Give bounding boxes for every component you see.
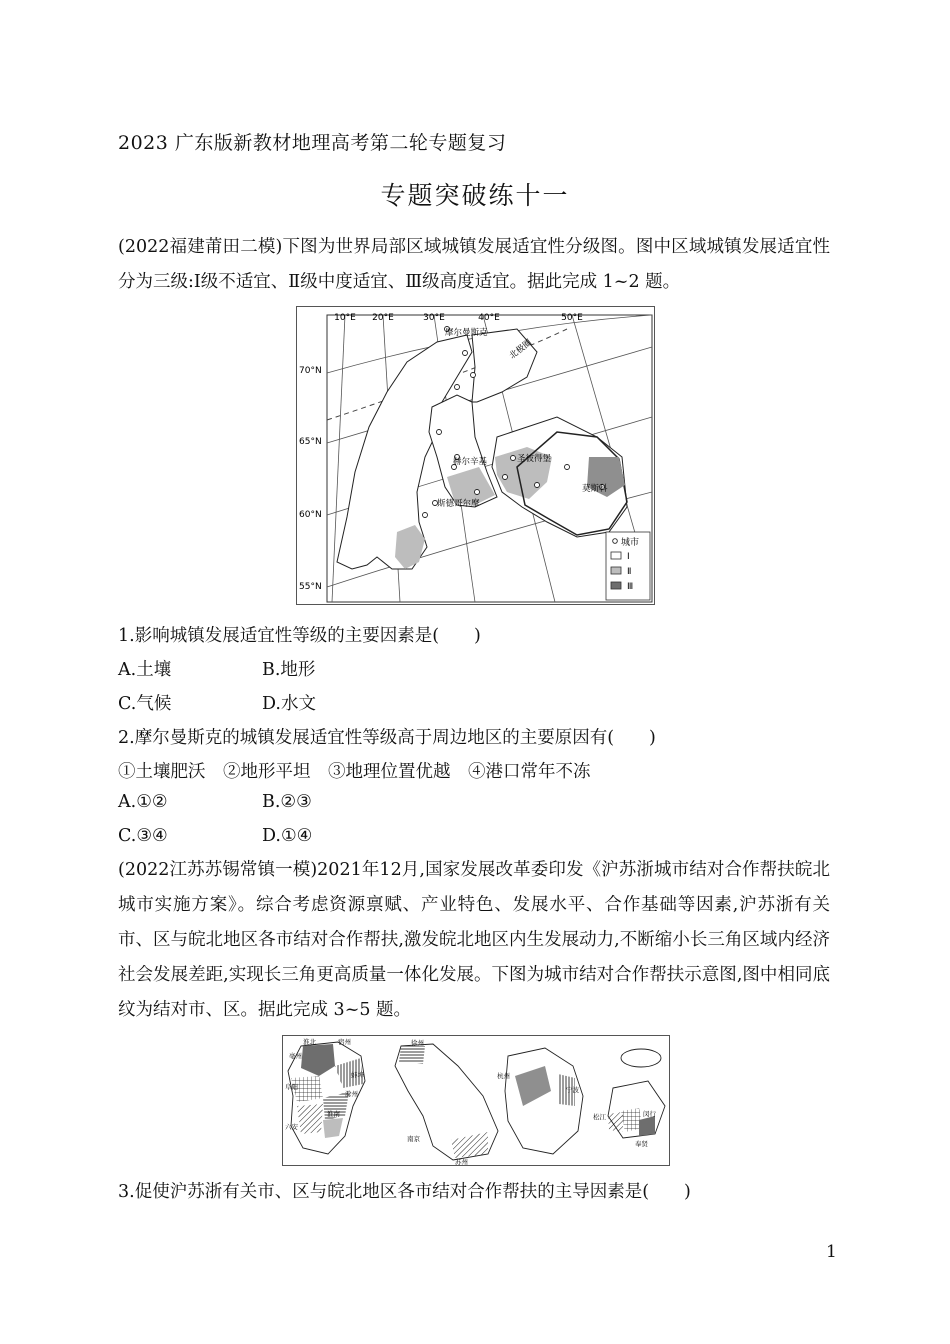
legend-city-label: 城市: [621, 538, 640, 548]
question-3-stem: 3.促使沪苏浙有关市、区与皖北地区各市结对合作帮扶的主导因素是( ): [118, 1182, 691, 1202]
map-label: 宁波: [566, 1086, 579, 1094]
map-label: 宿州: [338, 1038, 351, 1046]
question-1-option-b[interactable]: B.地形: [262, 660, 316, 680]
map-label: 淮南: [327, 1110, 340, 1118]
lon-label: 50°E: [561, 313, 583, 323]
lon-label: 40°E: [478, 313, 500, 323]
jiangsu-map: [395, 1038, 498, 1165]
question-1-option-d[interactable]: D.水文: [262, 694, 316, 714]
lat-label: 60°N: [299, 510, 322, 520]
place-label-moscow: 莫斯科: [582, 484, 608, 494]
zhejiang-map: [497, 1048, 583, 1154]
question-2-option-d[interactable]: D.①④: [262, 826, 313, 846]
map-label: 南京: [407, 1135, 420, 1143]
map-label: 杭州: [497, 1072, 510, 1080]
lat-label: 55°N: [299, 582, 322, 592]
anhui-map: [285, 1037, 365, 1154]
map-legend: [606, 532, 650, 600]
anhui-hatched-region: [297, 1104, 323, 1134]
legend-city-icon: [613, 539, 618, 544]
legend-level2-label: Ⅱ: [627, 567, 632, 577]
pairing-map: [283, 1036, 669, 1165]
question-2-option-b[interactable]: B.②③: [262, 792, 312, 812]
lat-label: 65°N: [299, 437, 322, 447]
lon-label: 20°E: [372, 313, 394, 323]
map-label: 阜阳: [285, 1083, 298, 1091]
shanghai-hatched-region: [608, 1112, 623, 1132]
document-header: 2023 广东版新教材地理高考第二轮专题复习: [118, 132, 507, 154]
map-label: 松江: [593, 1113, 606, 1121]
question-1-option-a[interactable]: A.土壤: [118, 660, 172, 680]
suitability-map: [297, 307, 654, 604]
place-label-stockholm: 斯德哥尔摩: [437, 499, 480, 509]
place-label-arctic-circle: 北极圈: [507, 337, 534, 362]
map-label: 滁州: [345, 1090, 358, 1098]
shanghai-map: [593, 1049, 665, 1148]
map-label: 奉贤: [635, 1140, 648, 1148]
suitability-map-figure: [296, 306, 655, 605]
jiangsu-horizontal-region: [399, 1046, 425, 1064]
question-2-stem: 2.摩尔曼斯克的城镇发展适宜性等级高于周边地区的主要原因有( ): [118, 728, 656, 748]
page-title: 专题突破练十一: [380, 181, 570, 210]
legend-swatch-level3: [611, 582, 621, 589]
intro-paragraph-2: (2022江苏苏锡常镇一模)2021年12月,国家发展改革委印发《沪苏浙城市结对合作帮扶皖北城市实施方案》。综合考虑资源禀赋、产业特色、发展水平、合作基础等因素,沪苏浙有关市、区与皖北地区各市结对合作帮扶,激发皖北地区内生发展动力,不断缩小长三角区域内经济社会发展差距,实现长三角更高质量一体化发展。下图为城市结对合作帮扶示意图,图中相同底纹为结对市、区。据此完成 3~5 题。: [118, 860, 830, 1020]
map-label: 苏州: [455, 1158, 468, 1165]
lon-label: 30°E: [423, 313, 445, 323]
question-1-option-c[interactable]: C.气候: [118, 694, 172, 714]
question-2-option-a[interactable]: A.①②: [118, 792, 168, 812]
legend-level3-label: Ⅲ: [627, 582, 634, 592]
lat-label: 70°N: [299, 366, 322, 376]
map-label: 徐州: [411, 1039, 424, 1047]
legend-level1-label: Ⅰ: [627, 552, 630, 562]
pairing-map-figure: [282, 1035, 670, 1166]
map-label: 闵行: [643, 1110, 656, 1118]
place-label-helsinki: 赫尔辛基: [453, 457, 488, 467]
legend-swatch-level1: [611, 552, 621, 559]
place-label-murmansk: 摩尔曼斯克: [445, 328, 488, 338]
map-label: 六安: [285, 1123, 298, 1131]
page-number: 1: [826, 1242, 837, 1262]
lon-label: 10°E: [334, 313, 356, 323]
legend-swatch-level2: [611, 567, 621, 574]
question-2-option-c[interactable]: C.③④: [118, 826, 168, 846]
intro-paragraph-1: (2022福建莆田二模)下图为世界局部区域城镇发展适宜性分级图。图中区域城镇发展适宜性分为三级:Ⅰ级不适宜、Ⅱ级中度适宜、Ⅲ级高度适宜。据此完成 1~2 题。: [118, 237, 830, 292]
map-label: 亳州: [289, 1052, 302, 1060]
map-label: 蚌埠: [351, 1071, 364, 1079]
map-label: 淮北: [303, 1038, 316, 1046]
place-label-st-petersburg: 圣彼得堡: [517, 454, 552, 464]
question-2-items: ①土壤肥沃 ②地形平坦 ③地理位置优越 ④港口常年不冻: [118, 762, 591, 782]
question-1-stem: 1.影响城镇发展适宜性等级的主要因素是( ): [118, 626, 481, 646]
